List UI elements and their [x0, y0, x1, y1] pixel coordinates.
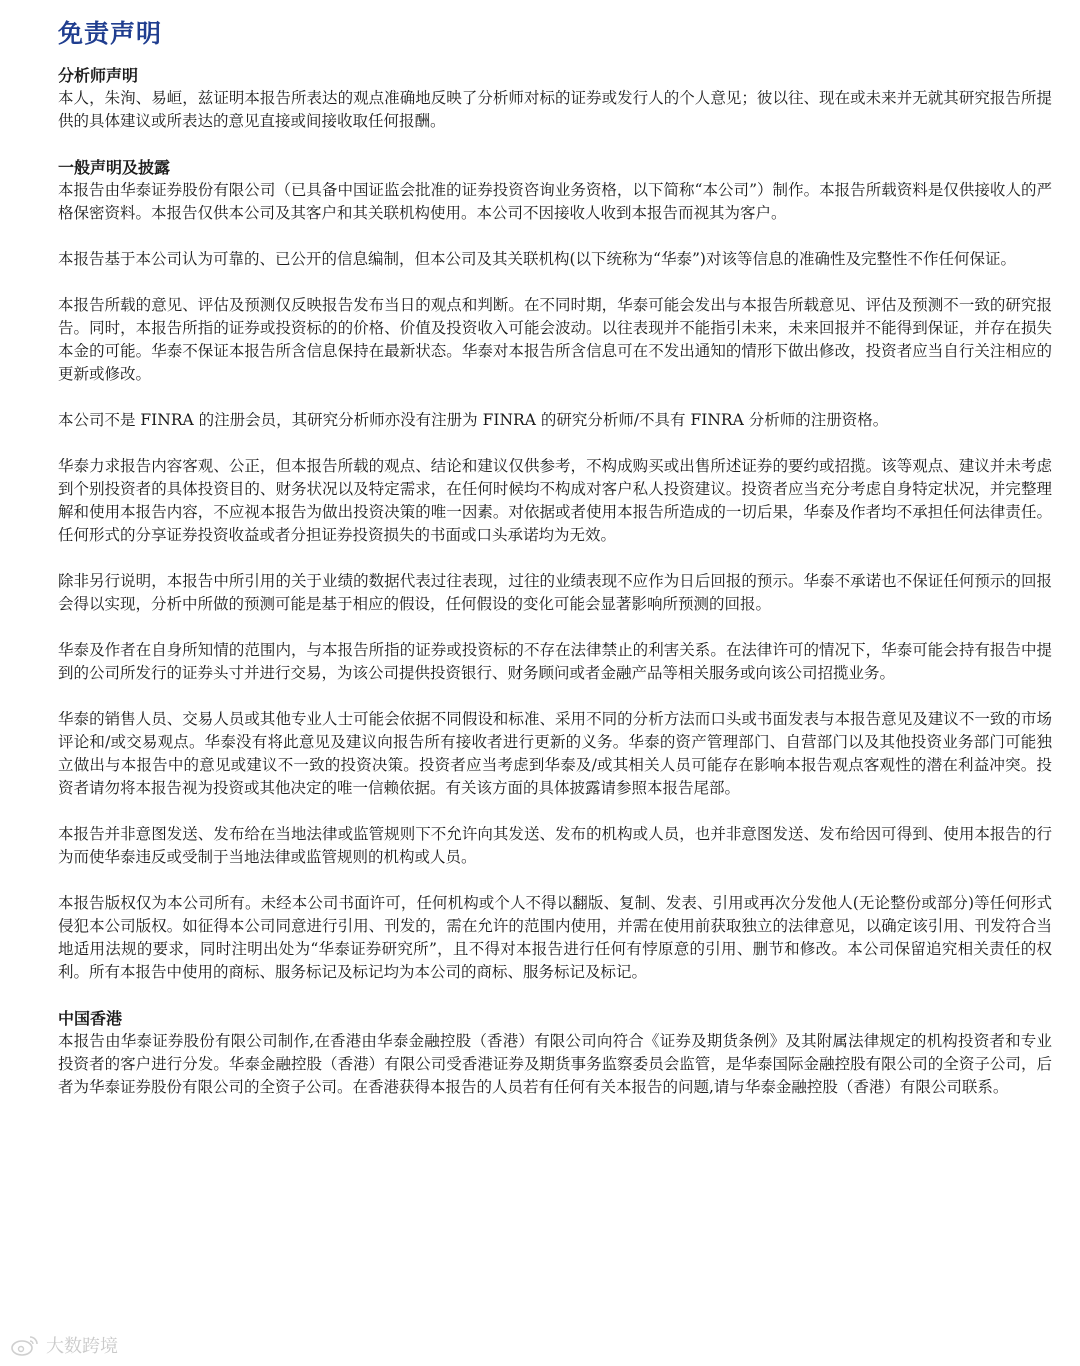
paragraph: 本报告并非意图发送、发布给在当地法律或监管规则下不允许向其发送、发布的机构或人员，也并非意图发送、发布给因可得到、使用本报告的行为而使华泰违反或受制于当地法律或监管规则的机构或人员。 [58, 825, 1052, 866]
paragraph: 华泰及作者在自身所知情的范围内，与本报告所指的证券或投资标的不存在法律禁止的利害关系。在法律许可的情况下，华泰可能会持有报告中提到的公司所发行的证券头寸并进行交易，为该公司提供投资银行、财务顾问或者金融产品等相关服务或向该公司招揽业务。 [58, 641, 1052, 682]
section-heading-analyst: 分析师声明 [58, 66, 139, 85]
section-hongkong [58, 1007, 1052, 1099]
watermark [10, 1332, 118, 1358]
section-heading-general: 一般声明及披露 [58, 158, 171, 177]
paragraph: 本报告由华泰证券股份有限公司制作,在香港由华泰金融控股（香港）有限公司向符合《证券及期货条例》及其附属法律规定的机构投资者和专业投资者的客户进行分发。华泰金融控股（香港）有限公司受香港证券及期货事务监察委员会监管，是华泰国际金融控股有限公司的全资子公司，后者为华泰证券股份有限公司的全资子公司。在香港获得本报告的人员若有任何有关本报告的问题,请与华泰金融控股（香港）有限公司联系。 [58, 1032, 1052, 1096]
paragraph: 华泰力求报告内容客观、公正，但本报告所载的观点、结论和建议仅供参考，不构成购买或出售所述证券的要约或招揽。该等观点、建议并未考虑到个别投资者的具体投资目的、财务状况以及特定需求，在任何时候均不构成对客户私人投资建议。投资者应当充分考虑自身特定状况，并完整理解和使用本报告内容，不应视本报告为做出投资决策的唯一因素。对依据或者使用本报告所造成的一切后果，华泰及作者均不承担任何法律责任。任何形式的分享证券投资收益或者分担证券投资损失的书面或口头承诺均为无效。 [58, 457, 1052, 544]
section-heading-hongkong: 中国香港 [58, 1009, 123, 1028]
paragraph: 本报告所载的意见、评估及预测仅反映报告发布当日的观点和判断。在不同时期，华泰可能会发出与本报告所载意见、评估及预测不一致的研究报告。同时，本报告所指的证券或投资标的的价格、价值及投资收入可能会波动。以往表现并不能指引未来，未来回报并不能得到保证，并存在损失本金的可能。华泰不保证本报告所含信息保持在最新状态。华泰对本报告所含信息可在不发出通知的情形下做出修改，投资者应当自行关注相应的更新或修改。 [58, 296, 1052, 383]
page-title: 免责声明 [58, 19, 163, 48]
paragraph: 华泰的销售人员、交易人员或其他专业人士可能会依据不同假设和标准、采用不同的分析方法而口头或书面发表与本报告意见及建议不一致的市场评论和/或交易观点。华泰没有将此意见及建议向报告所有接收者进行更新的义务。华泰的资产管理部门、自营部门以及其他投资业务部门可能独立做出与本报告中的意见或建议不一致的投资决策。投资者应当考虑到华泰及/或其相关人员可能存在影响本报告观点客观性的潜在利益冲突。投资者请勿将本报告视为投资或其他决定的唯一信赖依据。有关该方面的具体披露请参照本报告尾部。 [58, 710, 1052, 797]
section-general [58, 156, 1052, 984]
paragraph: 本人，朱洵、易峘，兹证明本报告所表达的观点准确地反映了分析师对标的证券或发行人的个人意见；彼以往、现在或未来并无就其研究报告所提供的具体建议或所表达的意见直接或间接收取任何报酬。 [58, 89, 1052, 130]
section-analyst [58, 64, 1052, 133]
paragraph: 本报告基于本公司认为可靠的、已公开的信息编制，但本公司及其关联机构(以下统称为“华泰”)对该等信息的准确性及完整性不作任何保证。 [58, 250, 1016, 268]
paragraph: 本公司不是 FINRA 的注册会员，其研究分析师亦没有注册为 FINRA 的研究分析师/不具有 FINRA 分析师的注册资格。 [58, 411, 889, 429]
paragraph: 本报告由华泰证券股份有限公司（已具备中国证监会批准的证券投资咨询业务资格，以下简称“本公司”）制作。本报告所载资料是仅供接收人的严格保密资料。本报告仅供本公司及其客户和其关联机构使用。本公司不因接收人收到本报告而视其为客户。 [58, 181, 1052, 222]
paragraph: 本报告版权仅为本公司所有。未经本公司书面许可，任何机构或个人不得以翻版、复制、发表、引用或再次分发他人(无论整份或部分)等任何形式侵犯本公司版权。如征得本公司同意进行引用、刊发的，需在允许的范围内使用，并需在使用前获取独立的法律意见，以确定该引用、刊发符合当地适用法规的要求，同时注明出处为“华泰证券研究所”，且不得对本报告进行任何有悖原意的引用、删节和修改。本公司保留追究相关责任的权利。所有本报告中使用的商标、服务标记及标记均为本公司的商标、服务标记及标记。 [58, 894, 1052, 981]
weibo-logo-icon [10, 1334, 40, 1356]
paragraph: 除非另行说明，本报告中所引用的关于业绩的数据代表过往表现，过往的业绩表现不应作为日后回报的预示。华泰不承诺也不保证任何预示的回报会得以实现，分析中所做的预测可能是基于相应的假设，任何假设的变化可能会显著影响所预测的回报。 [58, 572, 1052, 613]
watermark-text: 大数跨境 [46, 1336, 118, 1357]
disclaimer-body [58, 64, 1052, 1099]
